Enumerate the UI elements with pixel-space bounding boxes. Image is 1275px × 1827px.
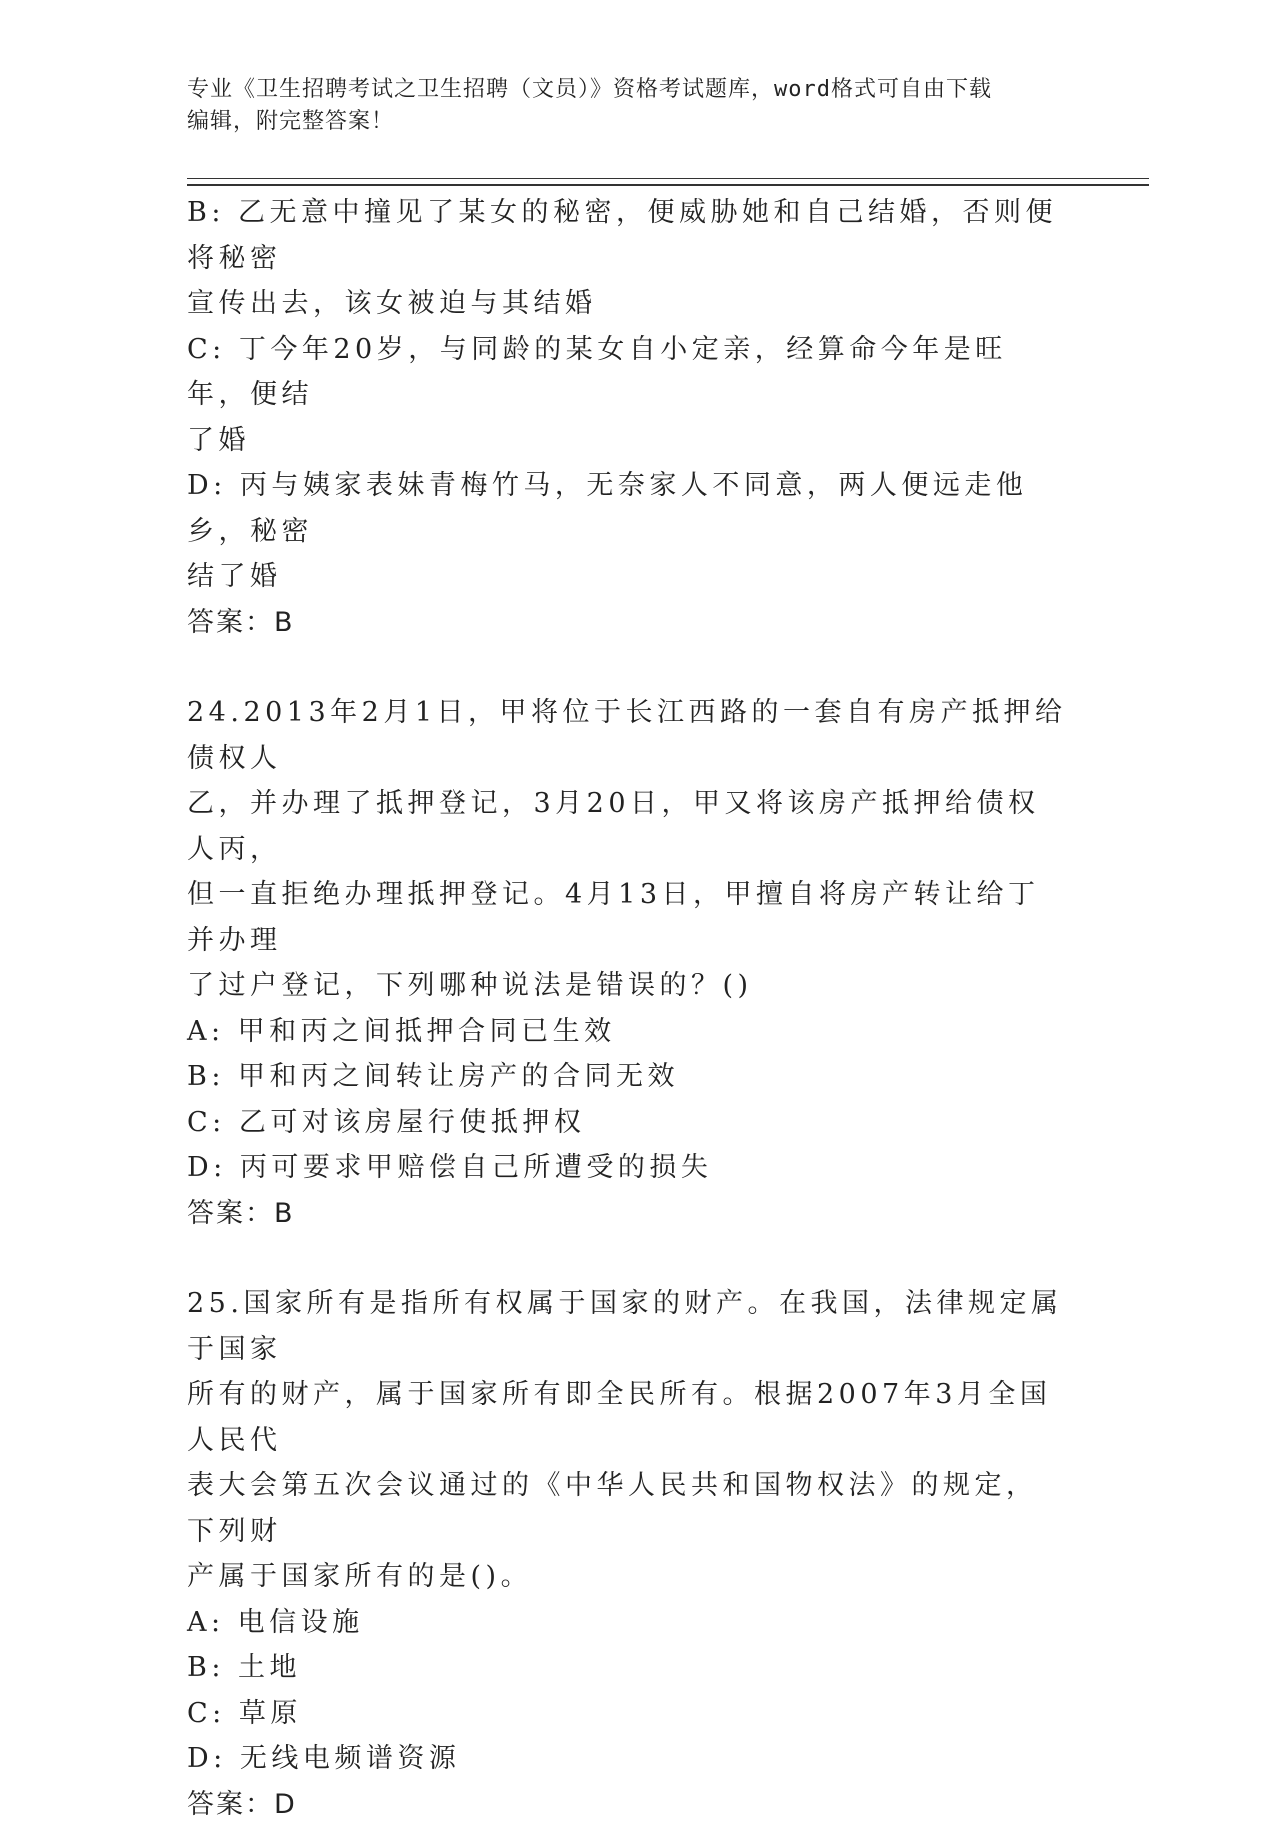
answer-label: 答案：B — [187, 1191, 1067, 1237]
spacer — [187, 1236, 1067, 1281]
document-header — [187, 74, 1087, 138]
question-stem-line-3: 表大会第五次会议通过的《中华人民共和国物权法》的规定，下列财 — [187, 1463, 1067, 1554]
answer-label: 答案：D — [187, 1782, 1067, 1827]
option-d-line-2: 结了婚 — [187, 554, 1067, 600]
header-divider-thick — [187, 184, 1149, 186]
option-b-line-2: 宣传出去，该女被迫与其结婚 — [187, 281, 1067, 327]
question-stem-line-4: 产属于国家所有的是()。 — [187, 1554, 1067, 1600]
header-line-2: 编辑，附完整答案！ — [187, 106, 1087, 138]
question-stem-line-2: 所有的财产，属于国家所有即全民所有。根据2007年3月全国人民代 — [187, 1372, 1067, 1463]
option-b: B: 土地 — [187, 1645, 1067, 1691]
question-stem-line-2: 乙，并办理了抵押登记，3月20日，甲又将该房产抵押给债权人丙， — [187, 781, 1067, 872]
option-c-line-2: 了婚 — [187, 418, 1067, 464]
option-b-line-1: B: 乙无意中撞见了某女的秘密，便威胁她和自己结婚，否则便将秘密 — [187, 190, 1067, 281]
document-body — [187, 190, 1067, 1827]
option-d: D: 丙可要求甲赔偿自己所遭受的损失 — [187, 1145, 1067, 1191]
question-stem-line-1: 24.2013年2月1日，甲将位于长江西路的一套自有房产抵押给债权人 — [187, 690, 1067, 781]
option-a: A: 甲和丙之间抵押合同已生效 — [187, 1009, 1067, 1055]
question-stem-line-4: 了过户登记，下列哪种说法是错误的？() — [187, 963, 1067, 1009]
question-25 — [187, 1281, 1067, 1827]
header-divider-thin — [187, 178, 1149, 179]
option-d: D: 无线电频谱资源 — [187, 1736, 1067, 1782]
question-stem-line-3: 但一直拒绝办理抵押登记。4月13日，甲擅自将房产转让给丁并办理 — [187, 872, 1067, 963]
question-24 — [187, 690, 1067, 1236]
option-c-line-1: C: 丁今年20岁，与同龄的某女自小定亲，经算命今年是旺年，便结 — [187, 327, 1067, 418]
spacer — [187, 645, 1067, 690]
option-a: A: 电信设施 — [187, 1600, 1067, 1646]
header-line-1: 专业《卫生招聘考试之卫生招聘（文员）》资格考试题库，word格式可自由下载 — [187, 74, 1087, 106]
option-d-line-1: D: 丙与姨家表妹青梅竹马，无奈家人不同意，两人便远走他乡，秘密 — [187, 463, 1067, 554]
option-b: B: 甲和丙之间转让房产的合同无效 — [187, 1054, 1067, 1100]
question-23-continued — [187, 190, 1067, 645]
question-stem-line-1: 25.国家所有是指所有权属于国家的财产。在我国，法律规定属于国家 — [187, 1281, 1067, 1372]
answer-label: 答案：B — [187, 600, 1067, 646]
option-c: C: 乙可对该房屋行使抵押权 — [187, 1100, 1067, 1146]
option-c: C: 草原 — [187, 1691, 1067, 1737]
